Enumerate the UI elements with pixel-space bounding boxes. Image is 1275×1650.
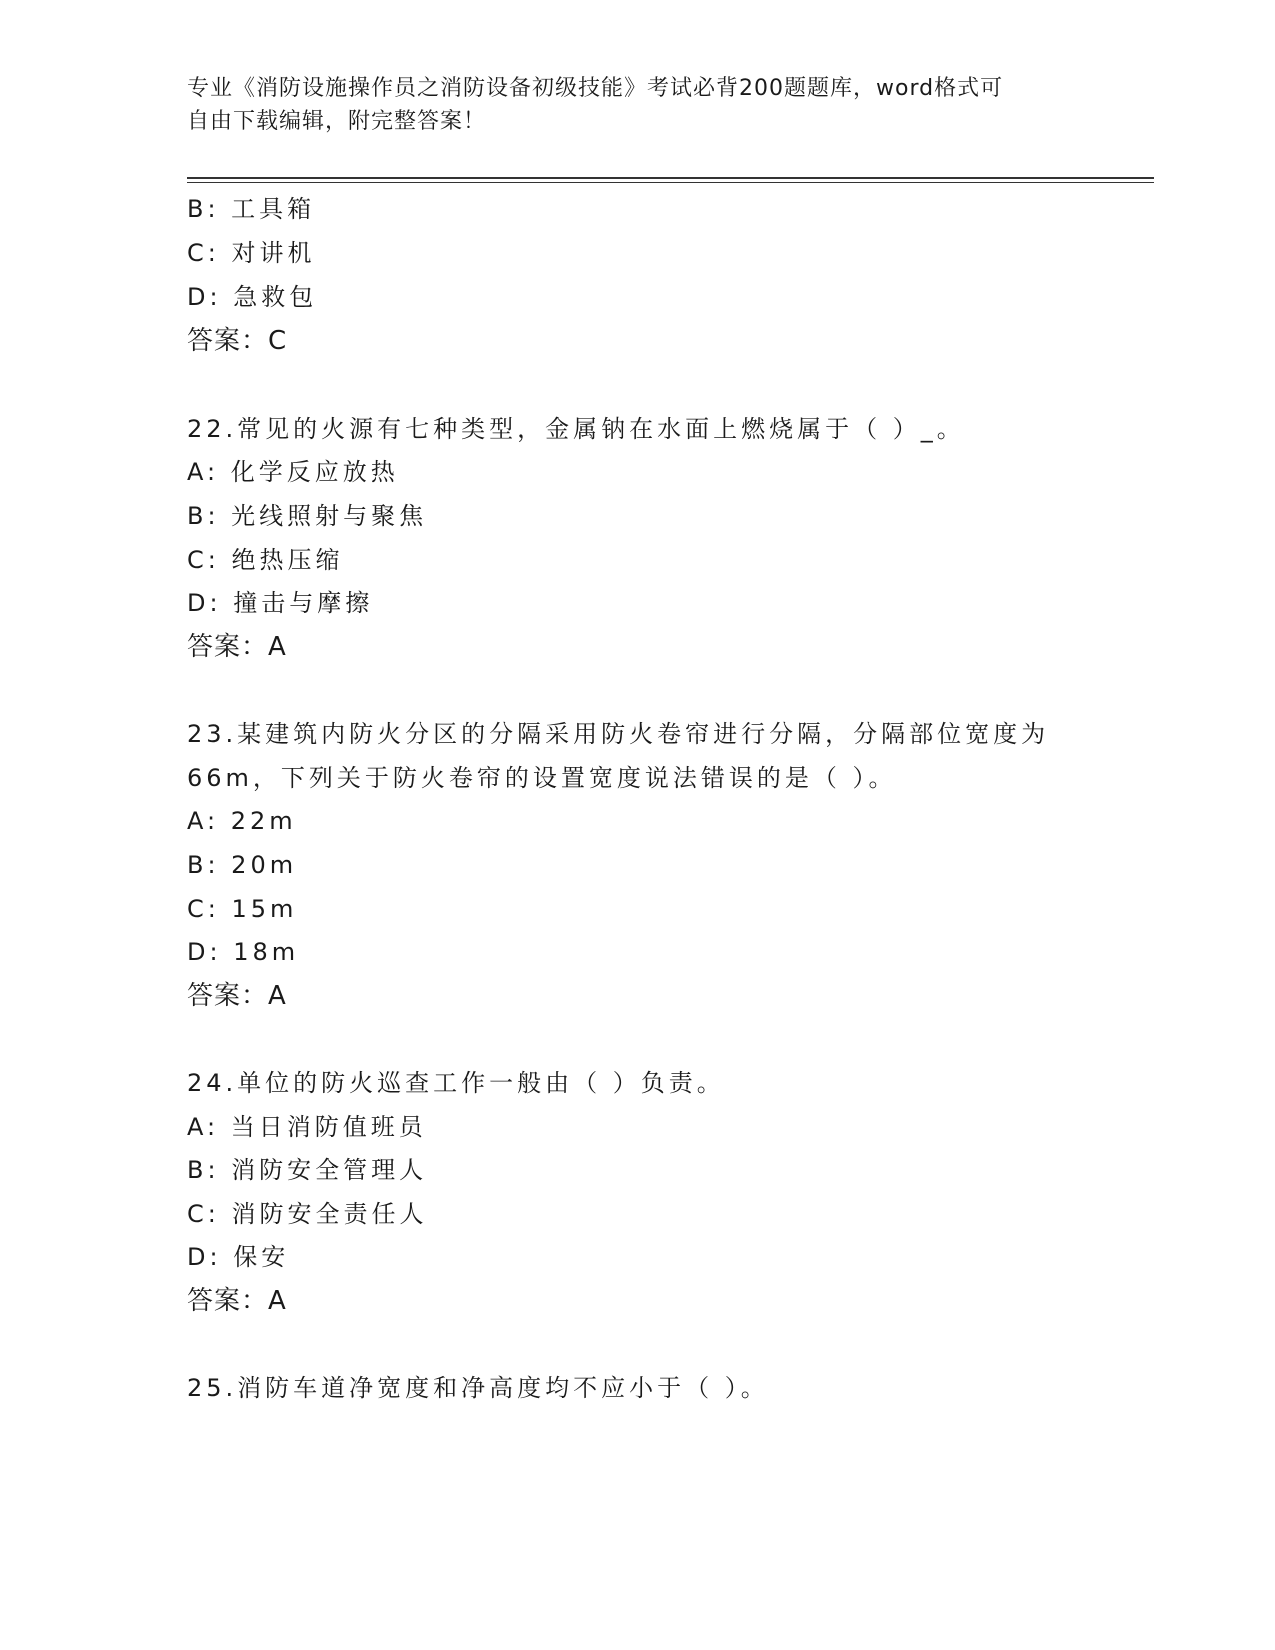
q22-option-d: D: 撞击与摩擦 [187, 589, 374, 617]
document-header [187, 72, 1087, 138]
q22-option-a: A: 化学反应放热 [187, 458, 399, 486]
q22-answer: 答案：A [187, 632, 287, 662]
q24-option-d: D: 保安 [187, 1243, 290, 1271]
q23-stem-line-1: 23.某建筑内防火分区的分隔采用防火卷帘进行分隔，分隔部位宽度为 [187, 720, 1050, 748]
header-line-2: 自由下载编辑，附完整答案！ [187, 109, 487, 134]
q21-option-c: C: 对讲机 [187, 239, 316, 267]
q24-stem: 24.单位的防火巡查工作一般由（ ）负责。 [187, 1069, 725, 1097]
q23-option-b: B: 20m [187, 851, 298, 879]
q23-answer: 答案：A [187, 981, 287, 1011]
q25-stem: 25.消防车道净宽度和净高度均不应小于（ ）。 [187, 1374, 769, 1402]
q24-option-b: B: 消防安全管理人 [187, 1156, 428, 1184]
q24-option-c: C: 消防安全责任人 [187, 1200, 428, 1228]
q21-option-d: D: 急救包 [187, 283, 318, 311]
q23-stem-line-2: 66m，下列关于防火卷帘的设置宽度说法错误的是（ ）。 [187, 764, 897, 792]
q24-answer: 答案：A [187, 1286, 287, 1316]
header-divider-thin [187, 182, 1154, 183]
header-line-1: 专业《消防设施操作员之消防设备初级技能》考试必背200题题库，word格式可 [187, 76, 1004, 101]
q21-answer: 答案：C [187, 326, 288, 356]
q23-option-c: C: 15m [187, 895, 298, 923]
q23-option-a: A: 22m [187, 807, 297, 835]
q23-option-d: D: 18m [187, 938, 300, 966]
q22-option-c: C: 绝热压缩 [187, 546, 344, 574]
header-divider-thick [187, 177, 1154, 179]
q22-stem: 22.常见的火源有七种类型，金属钠在水面上燃烧属于（ ）_。 [187, 415, 965, 443]
q21-option-b: B: 工具箱 [187, 195, 316, 223]
q22-option-b: B: 光线照射与聚焦 [187, 502, 428, 530]
q24-option-a: A: 当日消防值班员 [187, 1113, 427, 1141]
